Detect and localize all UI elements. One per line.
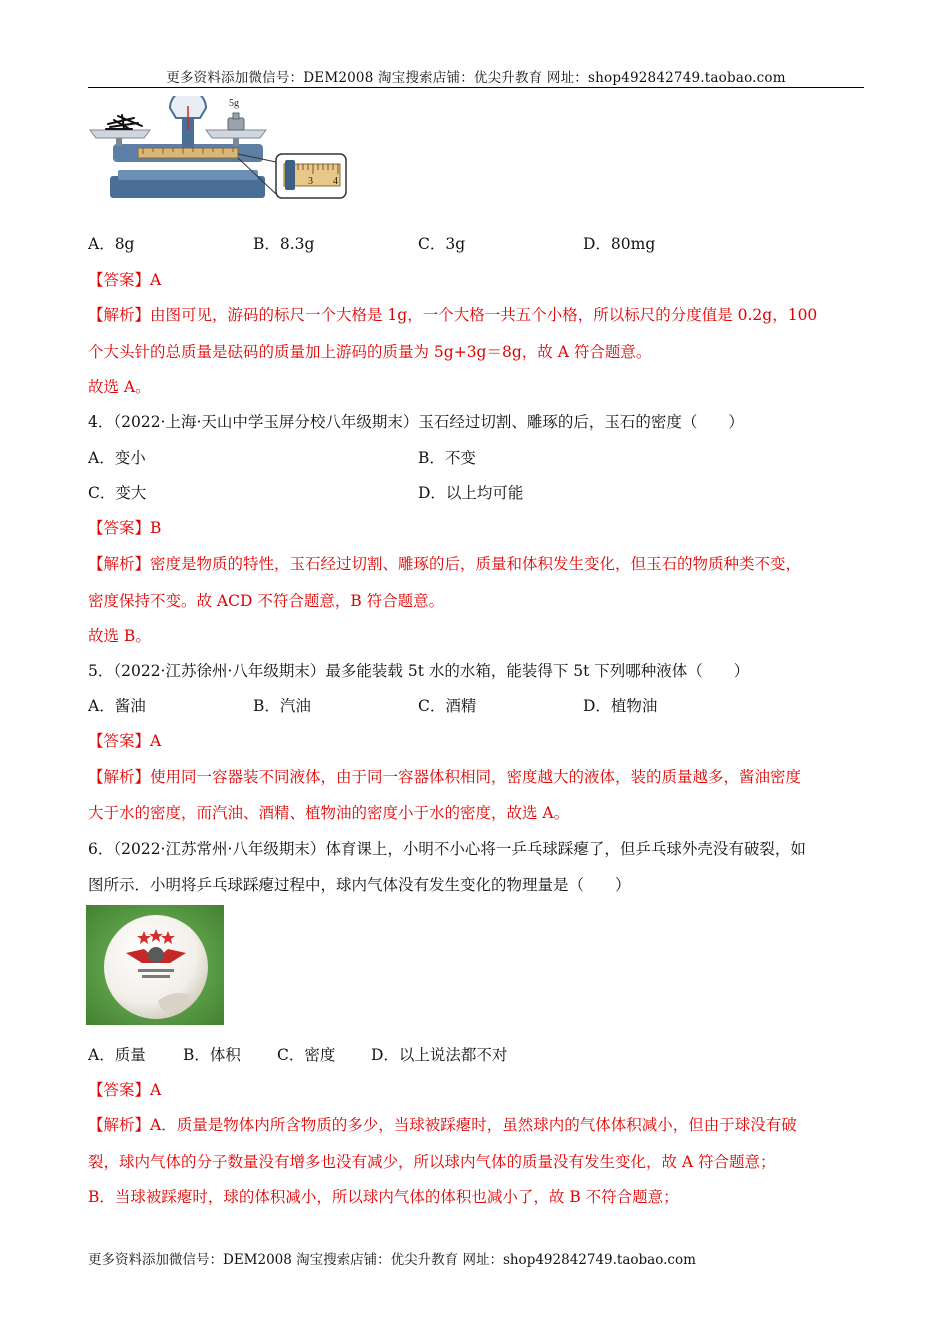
ruler-tick-3: 3: [308, 176, 313, 187]
q3-analysis-line1: 【解析】由图可见，游码的标尺一个大格是 1g，一个大格一共五个小格，所以标尺的分度值是 0.2g，100: [88, 306, 818, 324]
q4-stem: 4．（2022·上海·天山中学玉屏分校八年级期末）玉石经过切割、雕琢的后，玉石的密度（ ）: [88, 413, 744, 431]
q4-option-b: B．不变: [418, 449, 476, 467]
q6-option-b: B．体积: [183, 1046, 241, 1064]
q3-analysis-line2: 个大头针的总质量是砝码的质量加上游码的质量为 5g+3g＝8g，故 A 符合题意。: [88, 343, 652, 361]
q6-option-c: C．密度: [277, 1046, 336, 1064]
balance-scale-figure: [88, 96, 350, 204]
page-header: 更多资料添加微信号：DEM2008 淘宝搜索店铺：优尖升教育 网址：shop492842749.taobao.com: [166, 70, 786, 86]
q3-conclusion: 故选 A。: [88, 378, 151, 396]
q6-option-d: D．以上说法都不对: [371, 1046, 508, 1064]
weight-label: 5g: [229, 98, 239, 109]
q5-option-c: C．酒精: [418, 697, 477, 715]
q6-option-a: A．质量: [88, 1046, 146, 1064]
header-divider: [88, 87, 864, 88]
q4-analysis-line2: 密度保持不变。故 ACD 不符合题意，B 符合题意。: [88, 592, 445, 610]
q6-stem-line2: 图所示．小明将乒乓球踩瘪过程中，球内气体没有发生变化的物理量是（ ）: [88, 876, 631, 894]
q3-option-b: B．8.3g: [253, 235, 315, 253]
q3-option-a: A．8g: [88, 235, 135, 253]
q5-answer: 【答案】A: [88, 732, 162, 750]
q6-analysis-line2: 裂，球内气体的分子数量没有增多也没有减少，所以球内气体的质量没有发生变化，故 A 符合题意；: [88, 1153, 776, 1171]
q4-analysis-line1: 【解析】密度是物质的特性，玉石经过切割、雕琢的后，质量和体积发生变化，但玉石的物质种类不变，: [88, 555, 802, 573]
q4-option-d: D．以上均可能: [418, 484, 524, 502]
q3-option-c: C．3g: [418, 235, 466, 253]
q3-answer: 【答案】A: [88, 271, 162, 289]
ruler-tick-4: 4: [333, 176, 338, 187]
q4-answer: 【答案】B: [88, 519, 162, 537]
q5-option-b: B．汽油: [253, 697, 311, 715]
q6-analysis-line3: B．当球被踩瘪时，球的体积减小，所以球内气体的体积也减小了，故 B 不符合题意；: [88, 1188, 679, 1206]
q4-conclusion: 故选 B。: [88, 627, 151, 645]
q5-option-a: A．酱油: [88, 697, 146, 715]
q6-analysis-line1: 【解析】A．质量是物体内所含物质的多少，当球被踩瘪时，虽然球内的气体体积减小，但由于球没有破: [88, 1116, 797, 1134]
q3-option-d: D．80mg: [583, 235, 656, 253]
ping-pong-ball-photo: [86, 905, 224, 1025]
q6-answer: 【答案】A: [88, 1081, 162, 1099]
q4-option-c: C．变大: [88, 484, 147, 502]
q5-stem: 5．（2022·江苏徐州·八年级期末）最多能装载 5t 水的水箱，能装得下 5t 下列哪种液体（ ）: [88, 662, 750, 680]
q4-option-a: A．变小: [88, 449, 146, 467]
q5-analysis-line1: 【解析】使用同一容器装不同液体，由于同一容器体积相同，密度越大的液体，装的质量越多，酱油密度: [88, 768, 802, 786]
q5-option-d: D．植物油: [583, 697, 658, 715]
q6-stem-line1: 6．（2022·江苏常州·八年级期末）体育课上，小明不小心将一乒乓球踩瘪了，但乒乓球外壳没有破裂，如: [88, 840, 806, 858]
q5-analysis-line2: 大于水的密度，而汽油、酒精、植物油的密度小于水的密度，故选 A。: [88, 804, 570, 822]
page-footer: 更多资料添加微信号：DEM2008 淘宝搜索店铺：优尖升教育 网址：shop492842749.taobao.com: [88, 1252, 696, 1268]
